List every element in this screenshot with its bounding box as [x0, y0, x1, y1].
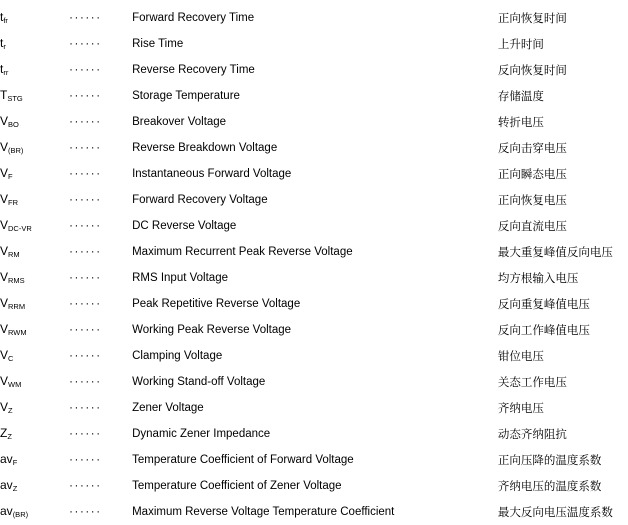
leader-dots: ······	[69, 89, 102, 102]
leader-dots: ······	[69, 193, 102, 206]
glossary-row	[0, 161, 628, 187]
leader-dots: ······	[69, 453, 102, 466]
symbol-text	[0, 395, 13, 421]
glossary-row	[0, 395, 628, 421]
glossary-row	[0, 343, 628, 369]
glossary-row	[0, 447, 628, 473]
term-english: Working Peak Reverse Voltage	[132, 323, 292, 336]
symbol-base: V	[0, 114, 9, 128]
symbol-cell	[0, 369, 69, 395]
symbol-text	[0, 161, 13, 187]
symbol-cell	[0, 265, 69, 291]
symbol-text	[0, 317, 27, 343]
leader-dots: ······	[69, 297, 102, 310]
term-chinese: 钳位电压	[497, 348, 544, 363]
glossary-row	[0, 109, 628, 135]
leader-dots: ······	[69, 141, 102, 154]
term-english: Breakover Voltage	[132, 115, 227, 128]
glossary-row	[0, 5, 628, 31]
term-chinese: 正向瞬态电压	[497, 166, 567, 181]
term-english: Working Stand-off Voltage	[132, 375, 266, 388]
glossary-row	[0, 265, 628, 291]
symbol-cell	[0, 291, 69, 317]
symbol-base: V	[0, 400, 9, 414]
term-chinese: 最大反向电压温度系数	[497, 504, 613, 519]
symbol-cell	[0, 421, 69, 447]
term-chinese: 转折电压	[497, 114, 544, 129]
leader-dots: ······	[69, 219, 102, 232]
symbol-text	[0, 135, 23, 161]
leader-dots: ······	[69, 37, 102, 50]
glossary-row	[0, 187, 628, 213]
symbol-base: av	[0, 452, 13, 466]
term-chinese: 正向压降的温度系数	[497, 452, 602, 467]
symbol-text	[0, 499, 28, 525]
symbol-cell	[0, 57, 69, 83]
symbol-subscript: Z	[12, 484, 18, 493]
symbol-base: V	[0, 374, 9, 388]
symbol-base: V	[0, 140, 9, 154]
symbol-cell	[0, 213, 69, 239]
symbol-text	[0, 447, 17, 473]
symbol-text	[0, 83, 23, 109]
glossary-row	[0, 369, 628, 395]
term-english: Temperature Coefficient of Forward Voltage	[132, 453, 354, 466]
symbol-base: Z	[0, 426, 8, 440]
glossary-row	[0, 421, 628, 447]
symbol-subscript: RMS	[8, 276, 25, 285]
term-english: Reverse Recovery Time	[132, 63, 255, 76]
symbol-subscript: RM	[8, 250, 20, 259]
symbol-base: av	[0, 504, 13, 518]
term-chinese: 反向恢复时间	[497, 62, 567, 77]
symbol-subscript: DC-VR	[8, 224, 32, 233]
symbol-cell	[0, 161, 69, 187]
symbol-text	[0, 369, 21, 395]
symbol-cell	[0, 447, 69, 473]
glossary-row	[0, 317, 628, 343]
term-chinese: 动态齐纳阻抗	[497, 426, 567, 441]
glossary-row	[0, 499, 628, 525]
symbol-text	[0, 239, 20, 265]
term-english: Forward Recovery Voltage	[132, 193, 268, 206]
term-english: Instantaneous Forward Voltage	[132, 167, 292, 180]
term-chinese: 反向直流电压	[497, 218, 567, 233]
symbol-base: t	[0, 36, 4, 50]
glossary-row	[0, 31, 628, 57]
leader-dots: ······	[69, 245, 102, 258]
symbol-cell	[0, 473, 69, 499]
term-english: Temperature Coefficient of Zener Voltage	[132, 479, 342, 492]
glossary-row	[0, 83, 628, 109]
symbol-subscript: (BR)	[8, 146, 24, 155]
symbol-text	[0, 187, 18, 213]
symbol-cell	[0, 83, 69, 109]
term-english: Rise Time	[132, 37, 184, 50]
leader-dots: ······	[69, 479, 102, 492]
term-chinese: 正向恢复时间	[497, 10, 567, 25]
leader-dots: ······	[69, 401, 102, 414]
term-chinese: 反向重复峰值电压	[497, 296, 590, 311]
term-english: Forward Recovery Time	[132, 11, 255, 24]
symbol-subscript: Z	[7, 432, 12, 441]
glossary-row	[0, 291, 628, 317]
term-english: RMS Input Voltage	[132, 271, 228, 284]
symbol-subscript: FR	[8, 198, 19, 207]
leader-dots: ······	[69, 505, 102, 518]
leader-dots: ······	[69, 167, 102, 180]
term-english: Reverse Breakdown Voltage	[132, 141, 278, 154]
leader-dots: ······	[69, 271, 102, 284]
symbol-text	[0, 31, 6, 57]
term-chinese: 均方根输入电压	[497, 270, 579, 285]
glossary-row	[0, 57, 628, 83]
symbol-subscript: STG	[7, 94, 23, 103]
term-english: Maximum Reverse Voltage Temperature Coefficient	[132, 505, 395, 518]
leader-dots: ······	[69, 115, 102, 128]
symbol-text	[0, 421, 12, 447]
glossary-row	[0, 239, 628, 265]
glossary-row	[0, 473, 628, 499]
symbol-cell	[0, 499, 69, 525]
term-english: Dynamic Zener Impedance	[132, 427, 271, 440]
glossary-row	[0, 135, 628, 161]
symbol-subscript: RWM	[8, 328, 27, 337]
term-chinese: 正向恢复电压	[497, 192, 567, 207]
symbol-base: V	[0, 192, 9, 206]
symbol-base: V	[0, 166, 9, 180]
symbol-cell	[0, 187, 69, 213]
symbol-base: V	[0, 322, 9, 336]
leader-dots: ······	[69, 375, 102, 388]
symbol-subscript: fr	[3, 16, 8, 25]
symbol-text	[0, 5, 8, 31]
glossary-table	[0, 5, 628, 525]
symbol-text	[0, 265, 25, 291]
symbol-subscript: C	[8, 354, 14, 363]
term-english: Clamping Voltage	[132, 349, 223, 362]
term-chinese: 齐纳电压的温度系数	[497, 478, 602, 493]
symbol-subscript: BO	[8, 120, 19, 129]
term-chinese: 上升时间	[497, 36, 544, 51]
symbol-text	[0, 109, 19, 135]
symbol-subscript: F	[12, 458, 18, 467]
leader-dots: ······	[69, 349, 102, 362]
term-english: Peak Repetitive Reverse Voltage	[132, 297, 301, 310]
symbol-base: V	[0, 270, 9, 284]
symbol-base: V	[0, 244, 9, 258]
glossary-row	[0, 213, 628, 239]
term-english: Maximum Recurrent Peak Reverse Voltage	[132, 245, 353, 258]
leader-dots: ······	[69, 427, 102, 440]
symbol-base: t	[0, 62, 4, 76]
term-english: Zener Voltage	[132, 401, 204, 414]
leader-dots: ······	[69, 11, 102, 24]
symbol-text	[0, 343, 13, 369]
symbol-cell	[0, 395, 69, 421]
symbol-subscript: Z	[8, 406, 13, 415]
symbol-base: av	[0, 478, 13, 492]
term-chinese: 最大重复峰值反向电压	[497, 244, 613, 259]
symbol-text	[0, 57, 8, 83]
term-english: DC Reverse Voltage	[132, 219, 237, 232]
symbol-subscript: (BR)	[12, 510, 29, 519]
symbol-cell	[0, 317, 69, 343]
term-chinese: 反向击穿电压	[497, 140, 567, 155]
leader-dots: ······	[69, 323, 102, 336]
symbol-base: V	[0, 296, 9, 310]
term-chinese: 齐纳电压	[497, 400, 544, 415]
term-chinese: 关态工作电压	[497, 374, 567, 389]
symbol-text	[0, 291, 25, 317]
symbol-subscript: RRM	[8, 302, 26, 311]
symbol-cell	[0, 239, 69, 265]
symbol-cell	[0, 31, 69, 57]
symbol-cell	[0, 109, 69, 135]
symbol-base: T	[0, 88, 8, 102]
symbol-base: t	[0, 10, 4, 24]
symbol-cell	[0, 135, 69, 161]
symbol-text	[0, 473, 17, 499]
symbol-subscript: F	[8, 172, 13, 181]
leader-dots: ······	[69, 63, 102, 76]
term-chinese: 存储温度	[497, 88, 544, 103]
symbol-cell	[0, 343, 69, 369]
symbol-subscript: rr	[3, 68, 9, 77]
term-chinese: 反向工作峰值电压	[497, 322, 590, 337]
term-english: Storage Temperature	[132, 89, 240, 102]
symbol-subscript: r	[3, 42, 6, 51]
symbol-base: V	[0, 218, 9, 232]
symbol-text	[0, 213, 32, 239]
symbol-subscript: WM	[8, 380, 22, 389]
symbol-cell	[0, 5, 69, 31]
symbol-base: V	[0, 348, 9, 362]
